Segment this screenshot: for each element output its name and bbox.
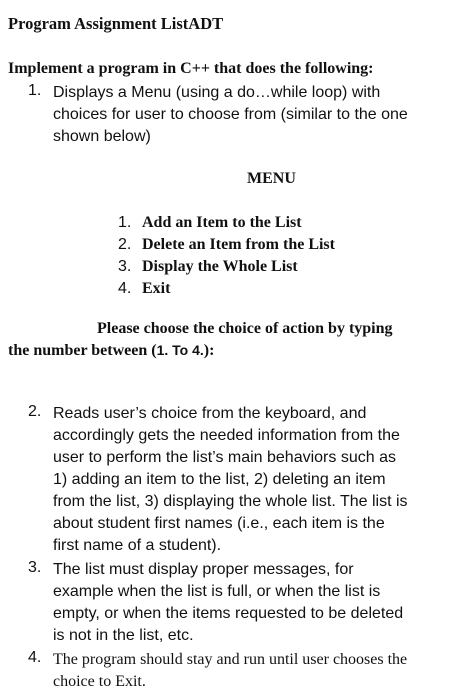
step-text (53, 649, 407, 693)
step-number: 4. (28, 649, 42, 666)
step-line: The list must display proper messages, for (53, 561, 354, 578)
menu-item-label: Exit (142, 280, 171, 297)
menu-item-label: Add an Item to the List (142, 214, 302, 231)
step-line: shown below) (53, 128, 151, 145)
intro-instruction: Implement a program in C++ that does the following: (8, 60, 374, 77)
step-text (53, 403, 408, 557)
menu-item (118, 214, 302, 232)
step-line: The program should stay and run until user chooses the (53, 651, 408, 668)
step-line: empty, or when the items requested to be deleted (53, 605, 404, 622)
menu-prompt-line-1: Please choose the choice of action by typing (97, 320, 393, 337)
step-line: is not in the list, etc. (53, 627, 194, 644)
step-line: choice to Exit. (53, 673, 146, 690)
menu-item-number: 1. (118, 214, 132, 231)
step-number: 1. (28, 82, 42, 99)
step-line: first name of a student). (53, 537, 222, 554)
menu-title: MENU (247, 170, 296, 187)
step-line: from the list, 3) displaying the whole list. The list is (53, 493, 408, 510)
menu-item (118, 236, 335, 254)
step-line: user to perform the list’s main behaviors such as (53, 449, 396, 466)
step-line: choices for user to choose from (similar to the one (53, 106, 408, 123)
menu-item-label: Delete an Item from the List (142, 236, 335, 253)
document-title: Program Assignment ListADT (8, 14, 224, 33)
step-number: 2. (28, 403, 42, 420)
step-text (53, 82, 408, 148)
prompt-range: 1. To 4. (156, 342, 204, 358)
prompt-suffix: ): (203, 342, 215, 359)
step-line: 1) adding an item to the list, 2) deleting an item (53, 471, 386, 488)
menu-item-number: 4. (118, 280, 132, 297)
prompt-prefix: the number between ( (8, 342, 157, 359)
step-line: accordingly gets the needed information from the (53, 427, 400, 444)
step-text (53, 559, 403, 647)
menu-item (118, 258, 298, 276)
menu-item-number: 2. (118, 236, 132, 253)
step-line: Displays a Menu (using a do…while loop) with (53, 84, 381, 101)
step-number: 3. (28, 559, 42, 576)
menu-item-label: Display the Whole List (142, 258, 298, 275)
step-line: about student first names (i.e., each item is the (53, 515, 385, 532)
step-line: example when the list is full, or when the list is (53, 583, 381, 600)
menu-prompt-line-2 (8, 342, 214, 360)
menu-item (118, 280, 170, 298)
step-line: Reads user’s choice from the keyboard, and (53, 405, 367, 422)
menu-item-number: 3. (118, 258, 132, 275)
